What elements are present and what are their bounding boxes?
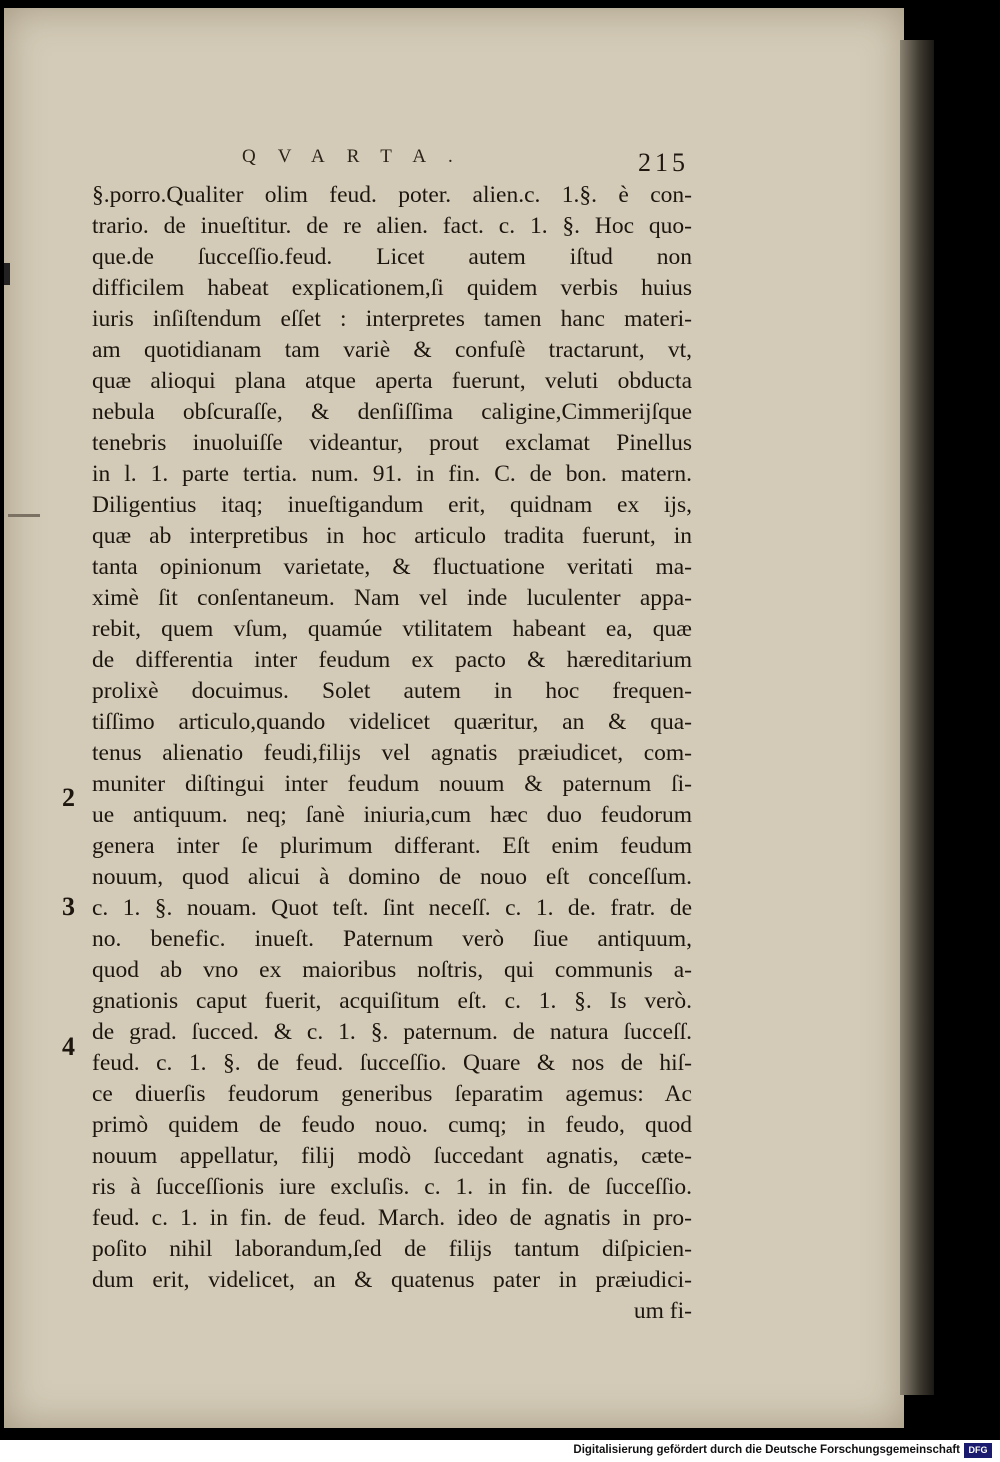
margin-note-4: 4 [62,1032,75,1061]
text-line: muniter diſtingui inter feudum nouum & paternum ſi- [92,771,692,797]
text-line: que.de ſucceſſio.feud. Licet autem iſtud non [92,244,692,270]
page-edge [900,40,934,1395]
text-line: Diligentius itaq; inueſtigandum erit, quidnam ex ijs, [92,492,692,518]
footer-credit: Digitalisierung gefördert durch die Deutsche Forschungsgemeinschaft [573,1444,960,1456]
margin-note-3: 3 [62,892,75,921]
text-line: de differentia inter feudum ex pacto & hæreditarium [92,647,692,673]
text-line: gnationis caput fuerit, acquiſitum eſt. c. 1. §. Is verò. [92,988,692,1014]
binding-mark [4,263,10,285]
margin-dash [8,514,40,517]
text-line: ce diuerſis feudorum generibus ſeparatim agemus: Ac [92,1081,692,1107]
text-line: feud. c. 1. in fin. de feud. March. ideo de agnatis in pro- [92,1205,692,1231]
text-line: nouum, quod alicui à domino de nouo eſt conceſſum. [92,864,692,890]
text-line: tenebris inuoluiſſe videantur, prout exclamat Pinellus [92,430,692,456]
running-head: QVARTA. [242,146,475,167]
text-line: ris à ſucceſſionis iure excluſis. c. 1. in fin. de ſucceſſio. [92,1174,692,1200]
dfg-logo: DFG [964,1443,992,1458]
text-line: ximè ſit conſentaneum. Nam vel inde luculenter appa- [92,585,692,611]
book-page [4,8,904,1428]
footer-bar [0,1440,1000,1462]
text-line: nouum appellatur, filij modò ſuccedant agnatis, cæte- [92,1143,692,1169]
text-line: no. benefic. inueſt. Paternum verò ſiue antiquum, [92,926,692,952]
text-line: nebula obſcuraſſe, & denſiſſima caligine,Cimmerijſque [92,399,692,425]
margin-note-2: 2 [62,783,75,812]
text-line: quæ alioqui plana atque aperta fuerunt, veluti obducta [92,368,692,394]
text-line: tiſſimo articulo,quando videlicet quæritur, an & qua- [92,709,692,735]
text-line: ue antiquum. neq; ſanè iniuria,cum hæc duo feudorum [92,802,692,828]
text-line: tanta opinionum varietate, & fluctuatione veritati ma- [92,554,692,580]
text-line: rebit, quem vſum, quamúe vtilitatem habeant ea, quæ [92,616,692,642]
text-line: prolixè docuimus. Solet autem in hoc frequen- [92,678,692,704]
text-line: primò quidem de feudo nouo. cumq; in feudo, quod [92,1112,692,1138]
text-line: de grad. ſucced. & c. 1. §. paternum. de natura ſucceſſ. [92,1019,692,1045]
text-line: iuris inſiſtendum eſſet : interpretes tamen hanc materi- [92,306,692,332]
text-line: tenus alienatio feudi,filijs vel agnatis præiudicet, com- [92,740,692,766]
text-line: poſito nihil laborandum,ſed de filijs tantum diſpicien- [92,1236,692,1262]
text-line: quod ab vno ex maioribus noſtris, qui communis a- [92,957,692,983]
text-line: am quotidianam tam variè & confuſè tractarunt, vt, [92,337,692,363]
text-line: genera inter ſe plurimum differant. Eſt enim feudum [92,833,692,859]
text-line: difficilem habeat explicationem,ſi quidem verbis huius [92,275,692,301]
text-line: trario. de inueſtitur. de re alien. fact. c. 1. §. Hoc quo- [92,213,692,239]
text-line: quæ ab interpretibus in hoc articulo tradita fuerunt, in [92,523,692,549]
text-line: §.porro.Qualiter olim feud. poter. alien.c. 1.§. è con- [92,182,692,208]
text-line: c. 1. §. nouam. Quot teſt. ſint neceſſ. c. 1. de. fratr. de [92,895,692,921]
text-line: dum erit, videlicet, an & quatenus pater in præiudici- [92,1267,692,1293]
page-number: 215 [638,148,689,177]
body-text [92,180,692,1327]
text-line: feud. c. 1. §. de feud. ſucceſſio. Quare & nos de hiſ- [92,1050,692,1076]
text-line: in l. 1. parte tertia. num. 91. in fin. C. de bon. matern. [92,461,692,487]
catchword-line: um fi- [633,1298,692,1324]
